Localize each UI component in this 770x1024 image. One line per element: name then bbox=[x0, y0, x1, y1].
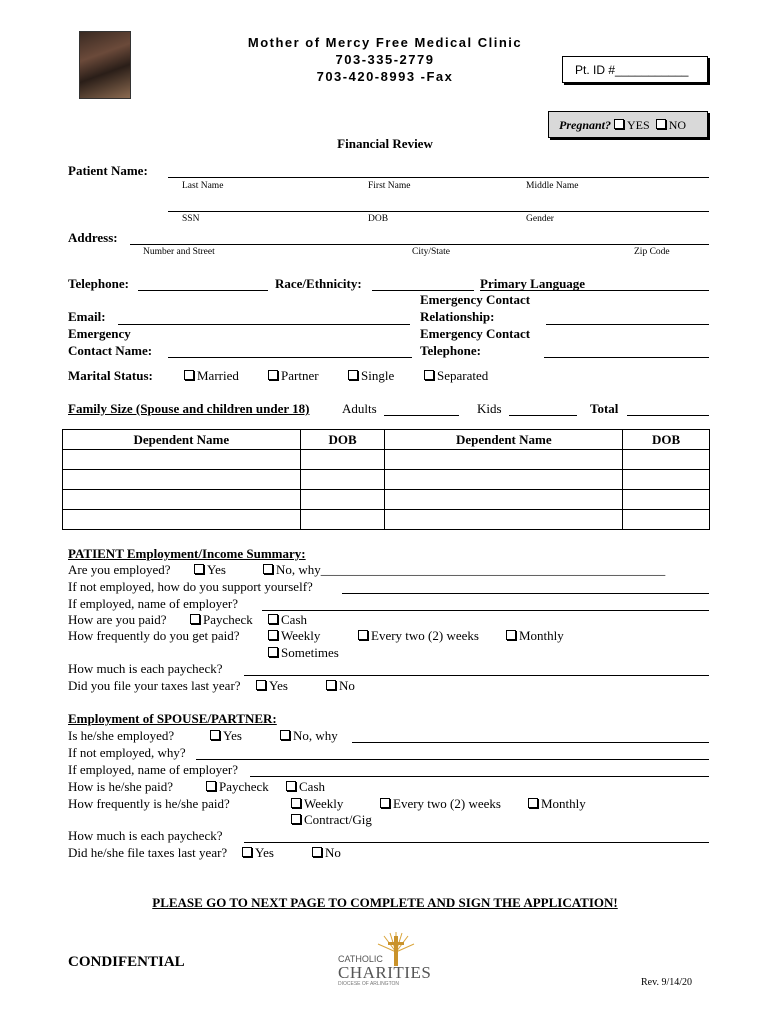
spouse-yes-label: Yes bbox=[223, 728, 242, 743]
how-much-line[interactable] bbox=[244, 675, 709, 676]
marital-status-label: Marital Status: bbox=[68, 368, 153, 383]
telephone-label: Telephone: bbox=[68, 276, 129, 291]
total-line[interactable] bbox=[627, 415, 709, 416]
table-cell[interactable] bbox=[63, 490, 301, 510]
support-question: If not employed, how do you support yourself? bbox=[68, 579, 313, 594]
address-label: Address: bbox=[68, 230, 118, 245]
last-name-caption: Last Name bbox=[182, 181, 224, 191]
primary-language-label: Primary Language bbox=[480, 276, 586, 291]
spouse-no-checkbox[interactable] bbox=[280, 730, 290, 740]
single-label: Single bbox=[361, 368, 395, 383]
spouse-how-much-question: How much is each paycheck? bbox=[68, 828, 223, 843]
spouse-monthly-checkbox[interactable] bbox=[528, 798, 538, 808]
spouse-monthly-label: Monthly bbox=[541, 796, 586, 811]
spouse-every-two-label: Every two (2) weeks bbox=[393, 796, 501, 811]
freq-every-two[interactable] bbox=[358, 628, 479, 644]
address-line[interactable] bbox=[130, 244, 709, 245]
telephone-line[interactable] bbox=[138, 290, 268, 291]
monthly-label: Monthly bbox=[519, 628, 564, 643]
married-label: Married bbox=[197, 368, 239, 383]
family-size-label: Family Size (Spouse and children under 18) bbox=[68, 401, 310, 416]
spouse-cash-checkbox[interactable] bbox=[286, 781, 296, 791]
table-header-row bbox=[63, 430, 710, 450]
spouse-freq-weekly[interactable] bbox=[291, 796, 343, 812]
spouse-how-much-line[interactable] bbox=[244, 842, 709, 843]
sometimes-label: Sometimes bbox=[281, 645, 339, 660]
spouse-taxes-no-checkbox[interactable] bbox=[312, 847, 322, 857]
pt-id-label: Pt. ID #___________ bbox=[575, 63, 689, 77]
patient-employment-heading: PATIENT Employment/Income Summary: bbox=[68, 546, 306, 561]
adults-label: Adults bbox=[342, 401, 377, 416]
taxes-yes-label: Yes bbox=[269, 678, 288, 693]
spouse-employed-no[interactable] bbox=[280, 728, 338, 744]
logo-diocese-text: DIOCESE OF ARLINGTON bbox=[338, 981, 400, 987]
clinic-phone: 703-335-2779 bbox=[335, 52, 435, 67]
kids-line[interactable] bbox=[509, 415, 577, 416]
patient-name-line[interactable] bbox=[168, 177, 709, 178]
kids-label: Kids bbox=[477, 401, 502, 416]
sometimes-checkbox[interactable] bbox=[268, 647, 278, 657]
single-checkbox[interactable] bbox=[348, 370, 358, 380]
email-line[interactable] bbox=[118, 324, 410, 325]
spouse-cash-label: Cash bbox=[299, 779, 325, 794]
employed-yes-label: Yes bbox=[207, 562, 226, 577]
ssn-caption: SSN bbox=[182, 214, 200, 224]
ec-relationship-label-2: Relationship: bbox=[420, 309, 495, 324]
employed-yes-checkbox[interactable] bbox=[194, 564, 204, 574]
next-page-notice: PLEASE GO TO NEXT PAGE TO COMPLETE AND SIGN THE APPLICATION! bbox=[152, 895, 618, 910]
table-cell[interactable] bbox=[300, 470, 385, 490]
pregnant-label: Pregnant? bbox=[559, 118, 612, 132]
contract-gig-label: Contract/Gig bbox=[304, 812, 372, 827]
clinic-fax: 703-420-8993 -Fax bbox=[316, 69, 454, 84]
separated-checkbox[interactable] bbox=[424, 370, 434, 380]
employed-yes[interactable] bbox=[194, 562, 226, 578]
pregnant-no-checkbox[interactable] bbox=[656, 119, 666, 129]
spouse-employment-heading: Employment of SPOUSE/PARTNER: bbox=[68, 711, 277, 726]
table-cell[interactable] bbox=[623, 450, 710, 470]
catholic-charities-logo bbox=[336, 930, 432, 990]
spouse-no-why-line[interactable] bbox=[352, 742, 709, 743]
marital-married[interactable] bbox=[184, 368, 239, 384]
contract-gig-checkbox[interactable] bbox=[291, 814, 301, 824]
ec-relationship-line[interactable] bbox=[546, 324, 709, 325]
spouse-weekly-checkbox[interactable] bbox=[291, 798, 301, 808]
freq-weekly[interactable] bbox=[268, 628, 320, 644]
paycheck-checkbox[interactable] bbox=[190, 614, 200, 624]
table-cell[interactable] bbox=[300, 490, 385, 510]
spouse-taxes-yes-label: Yes bbox=[255, 845, 274, 860]
spouse-employed-yes[interactable] bbox=[210, 728, 242, 744]
pregnant-box bbox=[548, 111, 708, 138]
pt-id-box[interactable] bbox=[562, 56, 708, 83]
taxes-question: Did you file your taxes last year? bbox=[68, 678, 241, 693]
spouse-employer-question: If employed, name of employer? bbox=[68, 762, 239, 777]
zip-caption: Zip Code bbox=[634, 247, 670, 257]
marital-partner[interactable] bbox=[268, 368, 319, 384]
ec-relationship-label-1: Emergency Contact bbox=[420, 292, 531, 307]
frequency-question: How frequently do you get paid? bbox=[68, 628, 240, 643]
emergency-name-line[interactable] bbox=[168, 357, 412, 358]
spouse-paid-cash[interactable] bbox=[286, 779, 325, 795]
spouse-taxes-question: Did he/she file taxes last year? bbox=[68, 845, 228, 860]
spouse-paid-question: How is he/she paid? bbox=[68, 779, 174, 794]
table-cell[interactable] bbox=[385, 450, 623, 470]
table-cell[interactable] bbox=[300, 510, 385, 530]
spouse-no-label: No, why bbox=[293, 728, 338, 743]
partner-checkbox[interactable] bbox=[268, 370, 278, 380]
spouse-freq-monthly[interactable] bbox=[528, 796, 586, 812]
marital-separated[interactable] bbox=[424, 368, 488, 384]
first-name-caption: First Name bbox=[368, 181, 411, 191]
dob-header-2: DOB bbox=[623, 430, 710, 450]
table-cell[interactable] bbox=[63, 510, 301, 530]
spouse-paycheck-label: Paycheck bbox=[219, 779, 269, 794]
taxes-no-checkbox[interactable] bbox=[326, 680, 336, 690]
spouse-paid-paycheck[interactable] bbox=[206, 779, 269, 795]
paid-question: How are you paid? bbox=[68, 612, 167, 627]
taxes-no-label: No bbox=[339, 678, 355, 693]
how-much-question: How much is each paycheck? bbox=[68, 661, 223, 676]
every-two-checkbox[interactable] bbox=[358, 630, 368, 640]
email-label: Email: bbox=[68, 309, 106, 324]
adults-line[interactable] bbox=[384, 415, 459, 416]
table-cell[interactable] bbox=[63, 470, 301, 490]
spouse-yes-checkbox[interactable] bbox=[210, 730, 220, 740]
paycheck-label: Paycheck bbox=[203, 612, 253, 627]
confidential-label: CONDIFENTIAL bbox=[68, 954, 185, 970]
freq-monthly[interactable] bbox=[506, 628, 564, 644]
separated-label: Separated bbox=[437, 368, 489, 383]
spouse-taxes-no[interactable] bbox=[312, 845, 341, 861]
employed-no-label: No, why_____________________________________________________ bbox=[276, 562, 666, 577]
ec-telephone-label-2: Telephone: bbox=[420, 343, 481, 358]
table-cell[interactable] bbox=[63, 450, 301, 470]
employed-no-checkbox[interactable] bbox=[263, 564, 273, 574]
emergency-name-label-2: Contact Name: bbox=[68, 343, 153, 358]
table-row bbox=[63, 510, 710, 530]
spouse-paycheck-checkbox[interactable] bbox=[206, 781, 216, 791]
every-two-label: Every two (2) weeks bbox=[371, 628, 479, 643]
spouse-employed-question: Is he/she employed? bbox=[68, 728, 175, 743]
ec-telephone-line[interactable] bbox=[544, 357, 709, 358]
dependents-table bbox=[62, 429, 710, 530]
pregnant-no-label: NO bbox=[668, 118, 687, 132]
table-cell[interactable] bbox=[385, 470, 623, 490]
taxes-yes[interactable] bbox=[256, 678, 288, 694]
spouse-frequency-question: How frequently is he/she paid? bbox=[68, 796, 230, 811]
patient-name-label: Patient Name: bbox=[68, 163, 148, 178]
spouse-taxes-yes[interactable] bbox=[242, 845, 274, 861]
freq-sometimes[interactable] bbox=[268, 645, 339, 661]
table-cell[interactable] bbox=[300, 450, 385, 470]
partner-label: Partner bbox=[281, 368, 319, 383]
table-cell[interactable] bbox=[385, 510, 623, 530]
taxes-yes-checkbox[interactable] bbox=[256, 680, 266, 690]
table-cell[interactable] bbox=[385, 490, 623, 510]
employer-question: If employed, name of employer? bbox=[68, 596, 239, 611]
middle-name-caption: Middle Name bbox=[526, 181, 579, 191]
marital-single[interactable] bbox=[348, 368, 394, 384]
cash-label: Cash bbox=[281, 612, 307, 627]
spouse-taxes-yes-checkbox[interactable] bbox=[242, 847, 252, 857]
street-caption: Number and Street bbox=[143, 247, 215, 257]
spouse-taxes-no-label: No bbox=[325, 845, 341, 860]
spouse-employer-line[interactable] bbox=[250, 776, 709, 777]
taxes-no[interactable] bbox=[326, 678, 355, 694]
spouse-every-two-checkbox[interactable] bbox=[380, 798, 390, 808]
employed-question: Are you employed? bbox=[68, 562, 171, 577]
logo-charities-text: CHARITIES bbox=[338, 963, 432, 982]
dob-caption: DOB bbox=[368, 214, 389, 224]
married-checkbox[interactable] bbox=[184, 370, 194, 380]
table-cell[interactable] bbox=[623, 470, 710, 490]
spouse-not-employed-line[interactable] bbox=[196, 759, 709, 760]
gender-caption: Gender bbox=[526, 214, 554, 224]
support-line[interactable] bbox=[342, 593, 709, 594]
dependent-name-header-1: Dependent Name bbox=[63, 430, 301, 450]
table-row bbox=[63, 490, 710, 510]
employed-no[interactable] bbox=[263, 562, 665, 578]
paid-cash[interactable] bbox=[268, 612, 307, 628]
pregnant-yes-checkbox[interactable] bbox=[614, 119, 624, 129]
spouse-not-employed-question: If not employed, why? bbox=[68, 745, 186, 760]
revision-date: Rev. 9/14/20 bbox=[641, 977, 693, 988]
dob-header-1: DOB bbox=[300, 430, 385, 450]
table-cell[interactable] bbox=[623, 510, 710, 530]
spouse-freq-contract[interactable] bbox=[291, 812, 372, 828]
paid-paycheck[interactable] bbox=[190, 612, 253, 628]
monthly-checkbox[interactable] bbox=[506, 630, 516, 640]
primary-language-line[interactable] bbox=[480, 290, 709, 291]
total-label: Total bbox=[590, 401, 619, 416]
pregnant-yes-label: YES bbox=[627, 118, 650, 132]
weekly-label: Weekly bbox=[281, 628, 321, 643]
ssn-dob-gender-line[interactable] bbox=[168, 211, 709, 212]
clinic-name: Mother of Mercy Free Medical Clinic bbox=[247, 35, 523, 50]
cash-checkbox[interactable] bbox=[268, 614, 278, 624]
emergency-name-label-1: Emergency bbox=[68, 326, 131, 341]
race-label: Race/Ethnicity: bbox=[275, 276, 362, 291]
spouse-freq-every-two[interactable] bbox=[380, 796, 501, 812]
race-line[interactable] bbox=[372, 290, 474, 291]
logo-catholic-text: CATHOLIC bbox=[338, 954, 383, 964]
spouse-weekly-label: Weekly bbox=[304, 796, 344, 811]
weekly-checkbox[interactable] bbox=[268, 630, 278, 640]
table-cell[interactable] bbox=[623, 490, 710, 510]
table-row bbox=[63, 470, 710, 490]
employer-line[interactable] bbox=[262, 610, 709, 611]
city-state-caption: City/State bbox=[412, 247, 450, 257]
ec-telephone-label-1: Emergency Contact bbox=[420, 326, 531, 341]
table-row bbox=[63, 450, 710, 470]
dependent-name-header-2: Dependent Name bbox=[385, 430, 623, 450]
page-title: Financial Review bbox=[337, 136, 433, 151]
